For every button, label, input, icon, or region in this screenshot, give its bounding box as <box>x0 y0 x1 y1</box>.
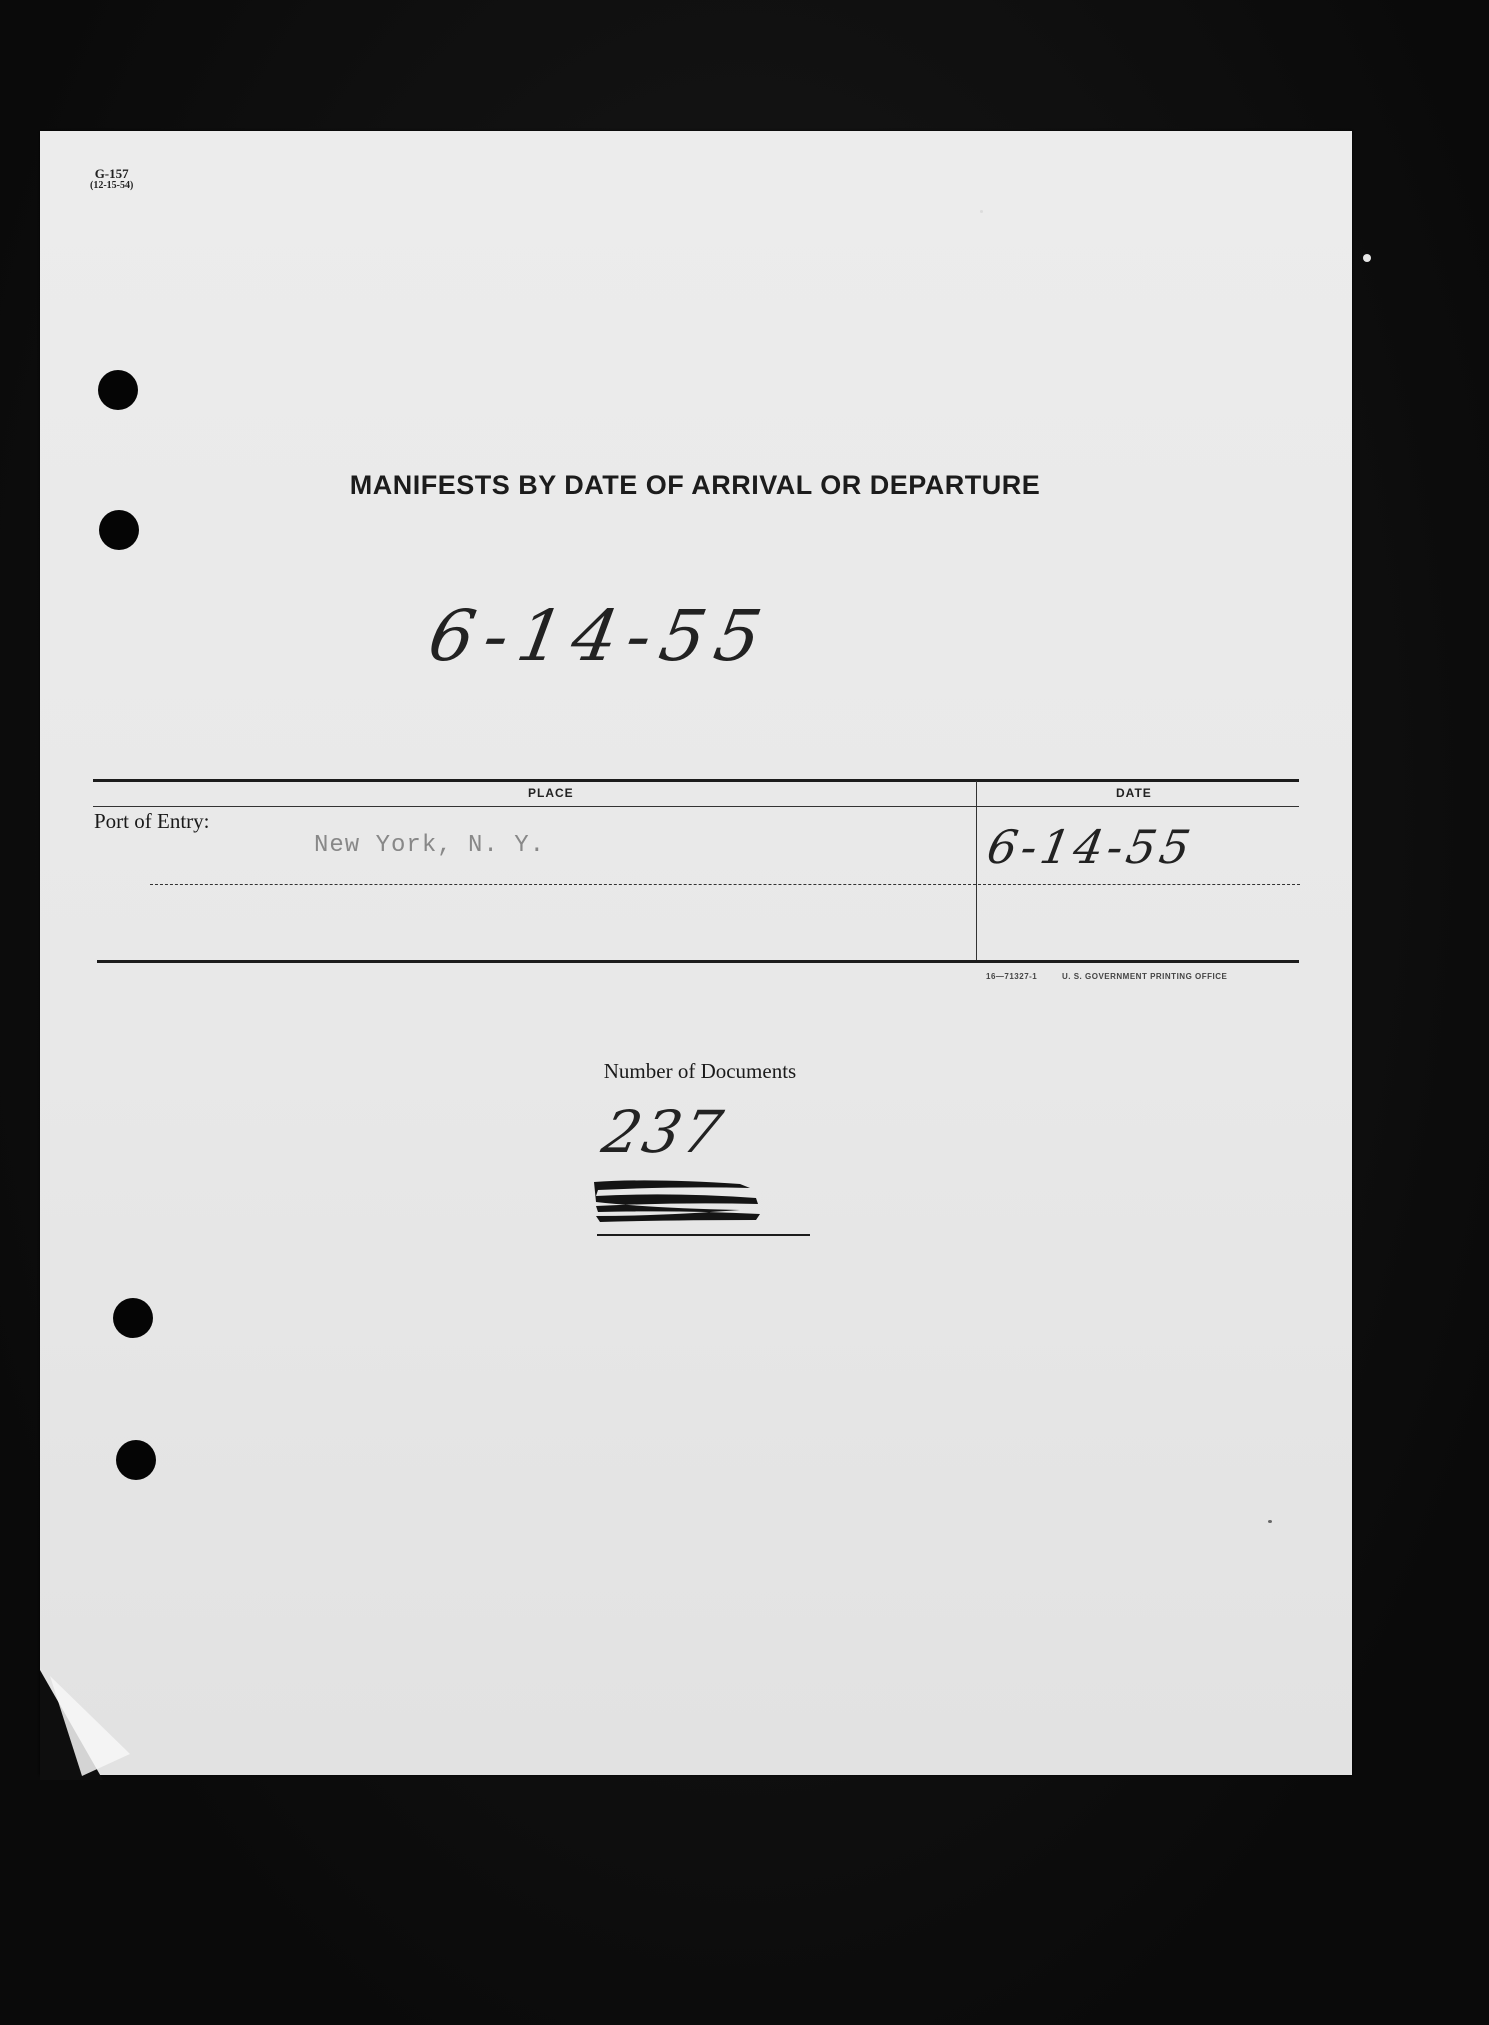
punch-hole-4 <box>116 1440 156 1480</box>
paper-speck <box>980 210 983 213</box>
place-column-header: PLACE <box>528 786 574 800</box>
form-number: G-157 <box>94 166 129 181</box>
form-code <box>90 168 133 192</box>
page-title: MANIFESTS BY DATE OF ARRIVAL OR DEPARTURE <box>349 470 1041 500</box>
place-dashed-rule <box>150 884 976 885</box>
document-count-underline <box>597 1234 810 1236</box>
paper-speck <box>1268 1520 1272 1523</box>
table-top-rule <box>93 779 1299 782</box>
document-count-label: Number of Documents <box>603 1059 797 1083</box>
entry-date-value: 6-14-55 <box>983 820 1199 874</box>
imprint-number: 16—71327-1 <box>986 972 1038 981</box>
handwritten-date: 6-14-55 <box>422 595 778 677</box>
punch-hole-3 <box>113 1298 153 1338</box>
imprint-office: U. S. GOVERNMENT PRINTING OFFICE <box>1062 972 1228 981</box>
paper-speck <box>1363 254 1371 262</box>
form-revision-date: (12-15-54) <box>90 180 134 191</box>
table-header-separator <box>93 806 1299 807</box>
redaction-scribble <box>590 1176 762 1226</box>
table-column-divider <box>976 781 977 961</box>
date-dashed-rule <box>978 884 1300 885</box>
printing-office-imprint <box>986 972 1227 981</box>
document-count-value: 237 <box>596 1098 731 1166</box>
port-of-entry-value: New York, N. Y. <box>314 832 546 859</box>
punch-hole-2 <box>99 510 139 550</box>
port-of-entry-label: Port of Entry: <box>94 809 210 833</box>
table-bottom-rule <box>97 960 1299 963</box>
document-sheet <box>40 131 1352 1775</box>
punch-hole-1 <box>98 370 138 410</box>
date-column-header: DATE <box>1116 786 1152 800</box>
